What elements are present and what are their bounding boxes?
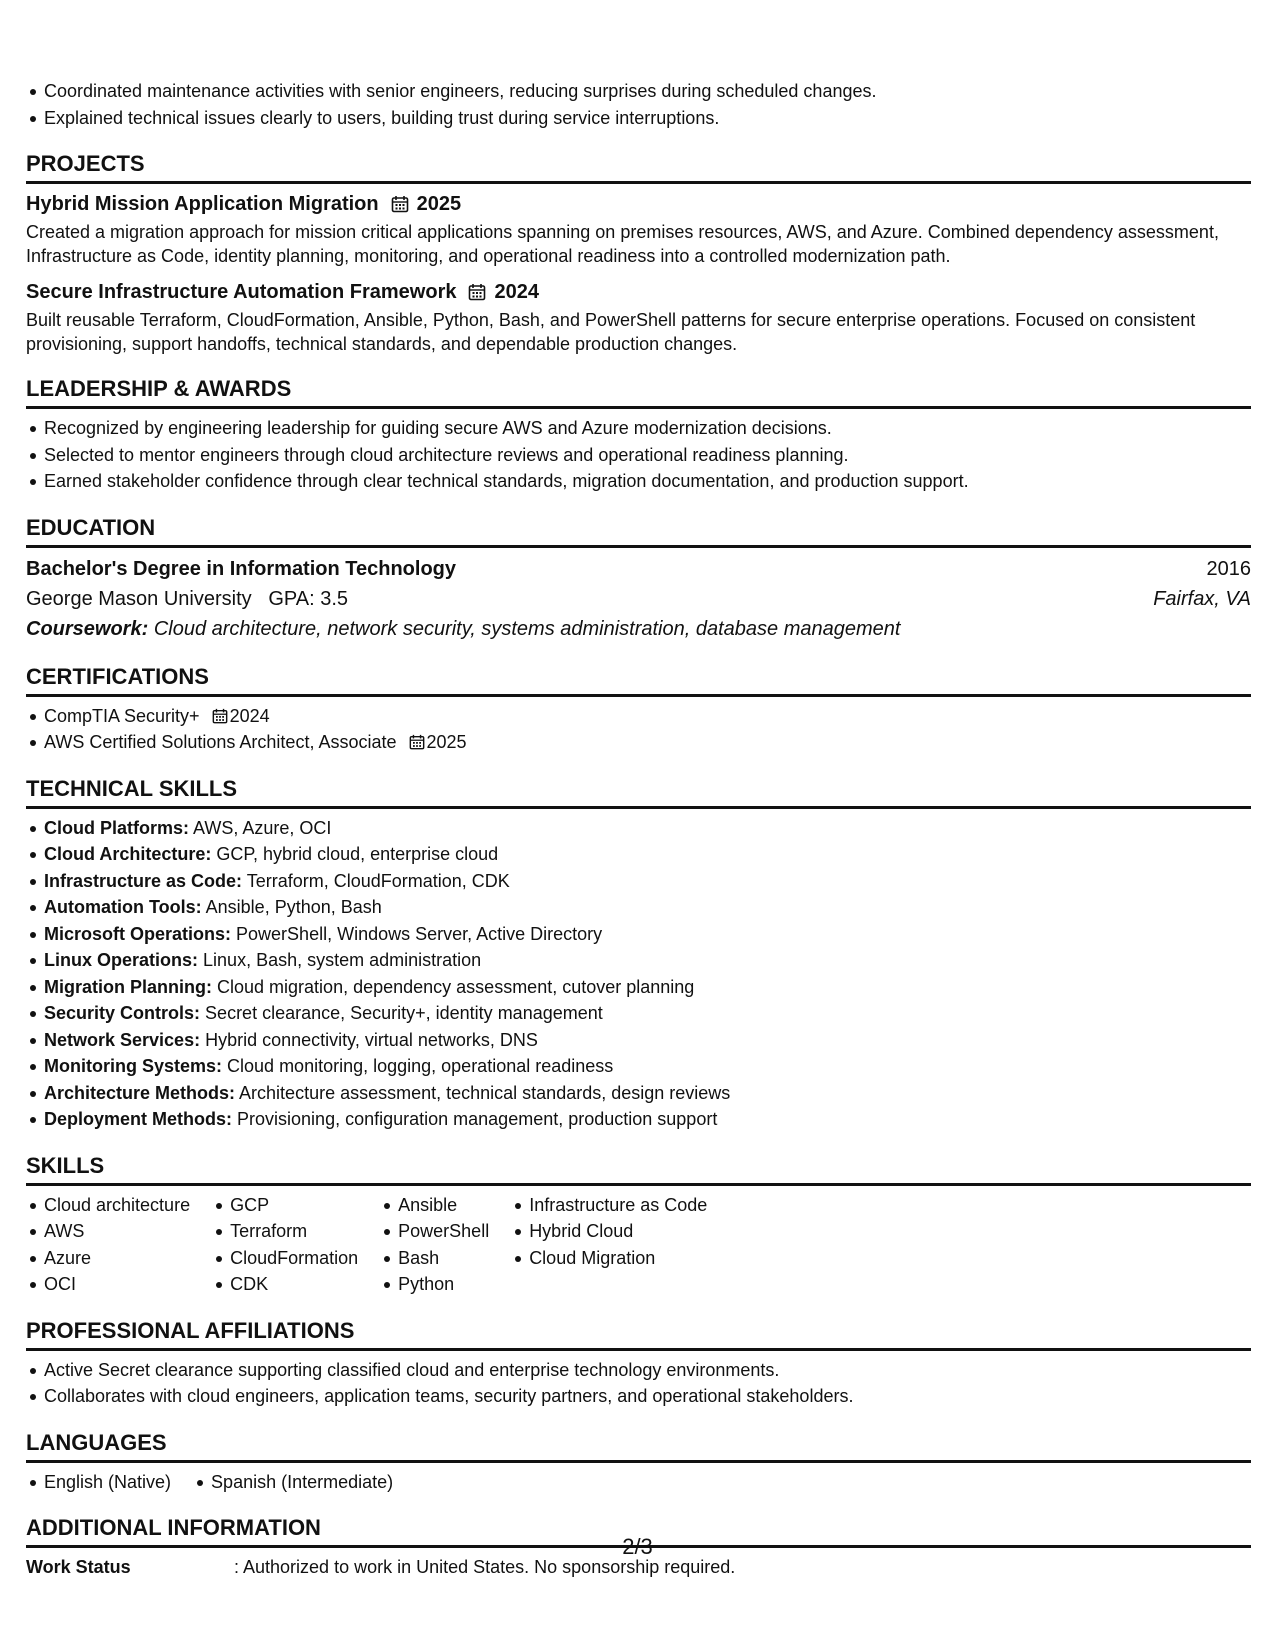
project-item bbox=[26, 190, 1251, 268]
list-item: Selected to mentor engineers through cloud architecture reviews and operational readiness planning. bbox=[44, 442, 1251, 469]
project-title-row bbox=[26, 190, 1251, 218]
skills-columns bbox=[26, 1192, 1251, 1298]
coursework-text: Cloud architecture, network security, systems administration, database management bbox=[153, 617, 901, 640]
section-title: LANGUAGES bbox=[26, 1429, 167, 1455]
coursework bbox=[26, 614, 1251, 644]
skill-category: Network Services: bbox=[44, 1029, 201, 1050]
section-divider bbox=[26, 1460, 1251, 1463]
calendar-icon bbox=[409, 734, 425, 750]
skill-category: Microsoft Operations: bbox=[44, 923, 232, 944]
skill-category: Cloud Architecture: bbox=[44, 844, 212, 864]
list-item bbox=[44, 1080, 1251, 1107]
certification-name: AWS Certified Solutions Architect, Associate bbox=[44, 732, 397, 752]
coursework-label: Coursework: bbox=[26, 617, 149, 640]
skill-values: Cloud monitoring, logging, operational readiness bbox=[227, 1056, 614, 1076]
certification-item bbox=[44, 703, 1251, 730]
section-title: SKILLS bbox=[26, 1152, 105, 1178]
school-info bbox=[26, 584, 348, 614]
list-item: Cloud architecture bbox=[44, 1192, 190, 1219]
skills-column bbox=[26, 1192, 190, 1298]
skill-values: Hybrid connectivity, virtual networks, DNS bbox=[205, 1029, 538, 1050]
skill-category: Infrastructure as Code: bbox=[44, 870, 243, 891]
certification-list bbox=[26, 703, 1251, 756]
project-year: 2024 bbox=[494, 281, 539, 303]
resume-content bbox=[26, 78, 1251, 1580]
technical-skills-section bbox=[26, 776, 1251, 1133]
skill-values: GCP, hybrid cloud, enterprise cloud bbox=[216, 844, 499, 864]
list-item: Terraform bbox=[230, 1218, 358, 1245]
list-item: Earned stakeholder confidence through clear technical standards, migration documentation, and production support. bbox=[44, 468, 1251, 495]
list-item: Azure bbox=[44, 1245, 190, 1272]
certification-year: 2024 bbox=[229, 705, 270, 726]
skills-column bbox=[380, 1192, 489, 1298]
project-description: Built reusable Terraform, CloudFormation, Ansible, Python, Bash, and PowerShell patterns for secure enterprise operations. Focused on consistent provisioning, support handoffs, technical standards, and dependable production changes. bbox=[26, 310, 1196, 354]
section-divider bbox=[26, 1183, 1251, 1186]
list-item bbox=[44, 1000, 1251, 1027]
skill-values: AWS, Azure, OCI bbox=[193, 817, 332, 838]
graduation-year: 2016 bbox=[1206, 557, 1251, 580]
project-item bbox=[26, 278, 1251, 356]
list-item bbox=[44, 1053, 1251, 1080]
list-item: CDK bbox=[230, 1271, 358, 1298]
calendar-icon bbox=[468, 283, 486, 301]
section-divider bbox=[26, 694, 1251, 697]
school-name: George Mason University bbox=[26, 587, 252, 610]
list-item: AWS bbox=[44, 1218, 190, 1245]
section-title: CERTIFICATIONS bbox=[26, 663, 209, 689]
list-item: GCP bbox=[230, 1192, 358, 1219]
section-divider bbox=[26, 806, 1251, 809]
education-degree-row bbox=[26, 554, 1251, 584]
projects-section bbox=[26, 151, 1251, 356]
section-divider bbox=[26, 1348, 1251, 1351]
skill-values: Linux, Bash, system administration bbox=[203, 950, 482, 970]
list-item bbox=[44, 841, 1251, 868]
experience-tail-list bbox=[26, 78, 1251, 131]
section-divider bbox=[26, 545, 1251, 548]
calendar-icon bbox=[212, 708, 228, 724]
skill-category: Linux Operations: bbox=[44, 950, 199, 970]
section-title: TECHNICAL SKILLS bbox=[26, 775, 238, 801]
list-item: Python bbox=[398, 1271, 489, 1298]
affiliations-section bbox=[26, 1318, 1251, 1410]
list-item: Ansible bbox=[398, 1192, 489, 1219]
skill-values: Secret clearance, Security+, identity management bbox=[205, 1003, 603, 1023]
skill-values: PowerShell, Windows Server, Active Directory bbox=[236, 923, 603, 944]
list-item: OCI bbox=[44, 1271, 190, 1298]
list-item: English (Native) bbox=[44, 1469, 171, 1496]
list-item bbox=[44, 921, 1251, 948]
list-item bbox=[44, 894, 1251, 921]
list-item: PowerShell bbox=[398, 1218, 489, 1245]
skill-values: Cloud migration, dependency assessment, cutover planning bbox=[217, 976, 695, 997]
list-item: Collaborates with cloud engineers, application teams, security partners, and operational stakeholders. bbox=[44, 1383, 1251, 1410]
skill-values: Ansible, Python, Bash bbox=[205, 897, 382, 917]
school-location: Fairfax, VA bbox=[1153, 587, 1251, 610]
education-school-row bbox=[26, 584, 1251, 614]
languages-list bbox=[26, 1469, 171, 1496]
project-year: 2025 bbox=[416, 193, 462, 215]
project-name: Secure Infrastructure Automation Framework bbox=[26, 281, 457, 303]
affiliations-list bbox=[26, 1357, 1251, 1410]
skill-values: Terraform, CloudFormation, CDK bbox=[246, 870, 510, 891]
project-title-row bbox=[26, 278, 1251, 306]
calendar-icon bbox=[391, 195, 409, 213]
skill-category: Security Controls: bbox=[44, 1003, 201, 1023]
work-status-value: : Authorized to work in United States. No sponsorship required. bbox=[234, 1557, 736, 1577]
education-section bbox=[26, 515, 1251, 644]
languages-row bbox=[26, 1469, 1251, 1496]
list-item: Infrastructure as Code bbox=[529, 1192, 707, 1219]
languages-list bbox=[193, 1469, 393, 1496]
project-description: Created a migration approach for mission critical applications spanning on premises resources, AWS, and Azure. Combined dependency assessment, Infrastructure as Code, identity planning, monitoring, and operational readiness into a controlled modernization path. bbox=[26, 222, 1219, 266]
list-item: Recognized by engineering leadership for guiding secure AWS and Azure modernization decisions. bbox=[44, 415, 1251, 442]
project-name: Hybrid Mission Application Migration bbox=[26, 193, 379, 215]
list-item bbox=[44, 868, 1251, 895]
section-divider bbox=[26, 181, 1251, 184]
section-title: EDUCATION bbox=[26, 514, 156, 540]
page-number: 2/3 bbox=[622, 1534, 653, 1559]
list-item: Coordinated maintenance activities with senior engineers, reducing surprises during scheduled changes. bbox=[44, 78, 1251, 105]
list-item bbox=[44, 1106, 1251, 1133]
degree-name: Bachelor's Degree in Information Technology bbox=[26, 557, 457, 580]
gpa: GPA: 3.5 bbox=[268, 587, 348, 610]
list-item: CloudFormation bbox=[230, 1245, 358, 1272]
skill-category: Cloud Platforms: bbox=[44, 817, 190, 838]
section-title: PROJECTS bbox=[26, 151, 145, 176]
skill-values: Provisioning, configuration management, production support bbox=[237, 1109, 718, 1129]
skill-category: Automation Tools: bbox=[44, 897, 202, 917]
languages-section bbox=[26, 1430, 1251, 1496]
work-status-label: Work Status bbox=[26, 1557, 131, 1577]
certification-year: 2025 bbox=[426, 732, 467, 752]
skills-section bbox=[26, 1153, 1251, 1298]
skill-category: Architecture Methods: bbox=[44, 1082, 236, 1103]
technical-skills-list bbox=[26, 815, 1251, 1133]
section-title: LEADERSHIP & AWARDS bbox=[26, 376, 292, 401]
skill-values: Architecture assessment, technical standards, design reviews bbox=[239, 1082, 731, 1103]
list-item: Spanish (Intermediate) bbox=[211, 1469, 393, 1496]
list-item: Explained technical issues clearly to users, building trust during service interruptions. bbox=[44, 105, 1251, 132]
list-item bbox=[44, 974, 1251, 1001]
certification-item bbox=[44, 729, 1251, 756]
leadership-list bbox=[26, 415, 1251, 495]
certifications-section bbox=[26, 664, 1251, 756]
section-title: PROFESSIONAL AFFILIATIONS bbox=[26, 1317, 355, 1343]
skill-category: Monitoring Systems: bbox=[44, 1056, 223, 1076]
section-divider bbox=[26, 406, 1251, 409]
section-title: ADDITIONAL INFORMATION bbox=[26, 1515, 321, 1540]
list-item bbox=[44, 1027, 1251, 1054]
leadership-section bbox=[26, 376, 1251, 495]
list-item: Active Secret clearance supporting classified cloud and enterprise technology environments. bbox=[44, 1357, 1251, 1384]
certification-name: CompTIA Security+ bbox=[44, 705, 200, 726]
list-item: Cloud Migration bbox=[529, 1245, 707, 1272]
skills-column bbox=[212, 1192, 358, 1298]
list-item bbox=[44, 815, 1251, 842]
list-item: Hybrid Cloud bbox=[529, 1218, 707, 1245]
skill-category: Deployment Methods: bbox=[44, 1109, 233, 1129]
list-item: Bash bbox=[398, 1245, 489, 1272]
list-item bbox=[44, 947, 1251, 974]
skills-column bbox=[511, 1192, 707, 1298]
skill-category: Migration Planning: bbox=[44, 976, 212, 997]
